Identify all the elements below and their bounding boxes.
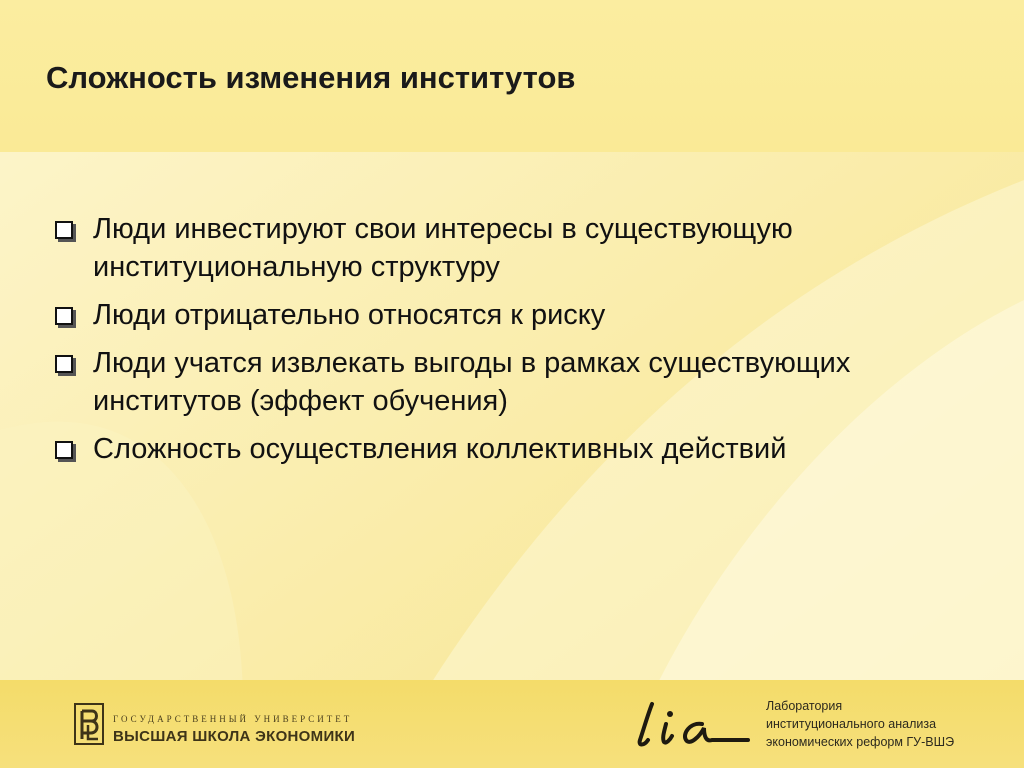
bullet-text: Сложность осуществления коллективных действий — [93, 433, 787, 465]
checkbox-bullet-icon — [55, 307, 73, 325]
lab-caption — [766, 697, 954, 751]
hse-emblem-icon — [74, 703, 104, 745]
bullet-text: Люди отрицательно относятся к риску — [93, 299, 606, 331]
bullet-item — [53, 430, 953, 468]
lab-caption-line: институционального анализа — [766, 717, 937, 731]
bullet-list — [53, 210, 953, 478]
checkbox-bullet-icon — [55, 355, 73, 373]
lab-caption-line: экономических реформ ГУ-ВШЭ — [766, 735, 955, 749]
hse-name-top: ГОСУДАРСТВЕННЫЙ УНИВЕРСИТЕТ — [113, 714, 353, 724]
lab-caption-line: Лаборатория — [766, 699, 843, 713]
slide-title: Сложность изменения институтов — [46, 60, 576, 95]
bullet-text: Люди учатся извлекать выгоды в рамках существующих институтов (эффект обучения) — [93, 347, 851, 417]
bullet-item — [53, 210, 953, 286]
bullet-item — [53, 344, 953, 420]
bullet-text: Люди инвестируют свои интересы в существующую институциональную структуру — [93, 213, 793, 283]
hse-name-main: ВЫСШАЯ ШКОЛА ЭКОНОМИКИ — [113, 728, 356, 745]
checkbox-bullet-icon — [55, 441, 73, 459]
bullet-item — [53, 296, 953, 334]
lab-logo-icon — [630, 694, 750, 752]
checkbox-bullet-icon — [55, 221, 73, 239]
